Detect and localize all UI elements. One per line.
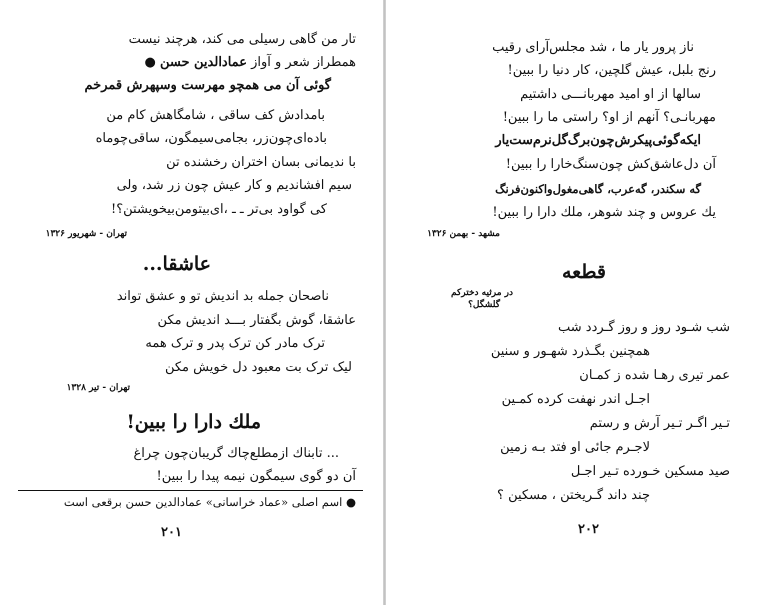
poem-line-text: همطراز شعر و آواز <box>251 55 356 70</box>
poem-line: عمر تیری رهـا شده ز کمـان <box>579 368 730 383</box>
poem-line: مهربانـی؟ آنهم از او؟ راستی ما را ببین! <box>502 110 716 125</box>
poem-date: تهران - شهریور ۱۳۲۶ <box>45 229 127 239</box>
poem-date: تهران - تیر ۱۳۲۸ <box>66 383 130 393</box>
poem-line: آن دل‌عاشق‌کش چون‌سنگ‌خارا را ببین! <box>505 157 716 172</box>
poem-line: صید مسکین خـورده تـیر اجـل <box>570 464 730 479</box>
poem-line: تـیر اگـر تـیر آرش و رستم <box>589 416 730 431</box>
poem-line: آن دو گوی سیمگون نیمه پیدا را ببین! <box>156 469 356 484</box>
poem-line: سالها از او امید مهربانـــی داشتیم <box>520 87 701 102</box>
poem-line: ایکه‌گوئی‌پیکرش‌چون‌برگ‌گل‌نرم‌ست‌یار <box>495 133 701 148</box>
poem-line: رنج بلبل، عیش گلچین، کار دنیا را ببین! <box>507 63 716 78</box>
right-page <box>386 0 768 605</box>
poem-line: چند داند گـریختن ، مسکین ؟ <box>497 488 650 503</box>
poem-title: عاشقا... <box>142 253 211 275</box>
poem-line: ... تابناك ازمطلع‌چاك گریبان‌چون چراغ <box>133 446 339 461</box>
poem-line: لاجـرم جائی او فتد بـه زمین <box>500 440 650 455</box>
footnote <box>64 494 356 510</box>
left-page <box>0 0 383 605</box>
poem-line: سیم افشاندیم و کار عیش چون زر شد، ولی <box>116 178 352 193</box>
poem-line <box>144 55 356 71</box>
footnote-marker: ● <box>144 55 156 70</box>
poem-line: لیک ترک بت معبود دل خویش مکن <box>164 360 352 375</box>
page-number: ۲۰۱ <box>161 525 182 540</box>
poem-line: ناز پرور یار ما ، شد مجلس‌آرای رقیب <box>492 40 694 55</box>
footnote-text: اسم اصلی «عماد خراسانی» عمادالدین حسن برقعی است <box>63 495 343 509</box>
poem-line: کی گواود بی‌تر ـ ـ ،ای‌بیتومن‌بیخویشتن؟! <box>111 202 327 217</box>
poem-title: ملك دارا را ببین! <box>126 411 261 433</box>
poem-line: بامدادش کف ساقی ، شامگاهش کام من <box>106 108 325 123</box>
poem-line: همچنین بگـذرد شهـور و سنین <box>490 344 650 359</box>
poet-name: عمادالدین حسن <box>159 55 247 70</box>
footnote-rule <box>18 490 363 491</box>
dedication-line: در مرثیه دخترکم <box>451 288 513 298</box>
dedication-line: گلشگل؟ <box>468 300 500 310</box>
poem-line: باده‌ای‌چون‌زر، بجامی‌سیمگون، ساقی‌چوماه <box>95 131 327 146</box>
poem-line: ناصحان جمله بد اندیش تو و عشق تواند <box>116 289 329 304</box>
poem-date: مشهد - بهمن ۱۳۲۶ <box>427 229 500 239</box>
footnote-marker: ● <box>345 495 356 509</box>
poem-line: گوئی آن می همچو مهرست وسپهرش قمرخم <box>84 78 331 93</box>
poem-line: شب شـود روز و روز گـردد شب <box>557 320 730 335</box>
poem-line: یك عروس و چند شوهر، ملك دارا را ببین! <box>492 205 716 220</box>
poem-line: اجـل اندر نهفت کرده کمـین <box>501 392 650 407</box>
poem-line: عاشقا، گوش بگفتار بـــد اندیش مکن <box>157 313 356 328</box>
poem-line: تار من گاهی رسیلی می کند، هرچند نیست <box>128 32 356 47</box>
poem-line: ترک مادر کن ترک پدر و ترک همه <box>145 336 325 351</box>
poem-title: قطعه <box>561 261 606 283</box>
poem-line: گه سکندر، گه‌عرب، گاهی‌مغول‌واکنون‌فرنگ <box>495 182 701 196</box>
page-number: ۲۰۲ <box>578 522 599 537</box>
poem-line: با ندیمانی بسان اختران رخشنده تن <box>166 155 356 170</box>
